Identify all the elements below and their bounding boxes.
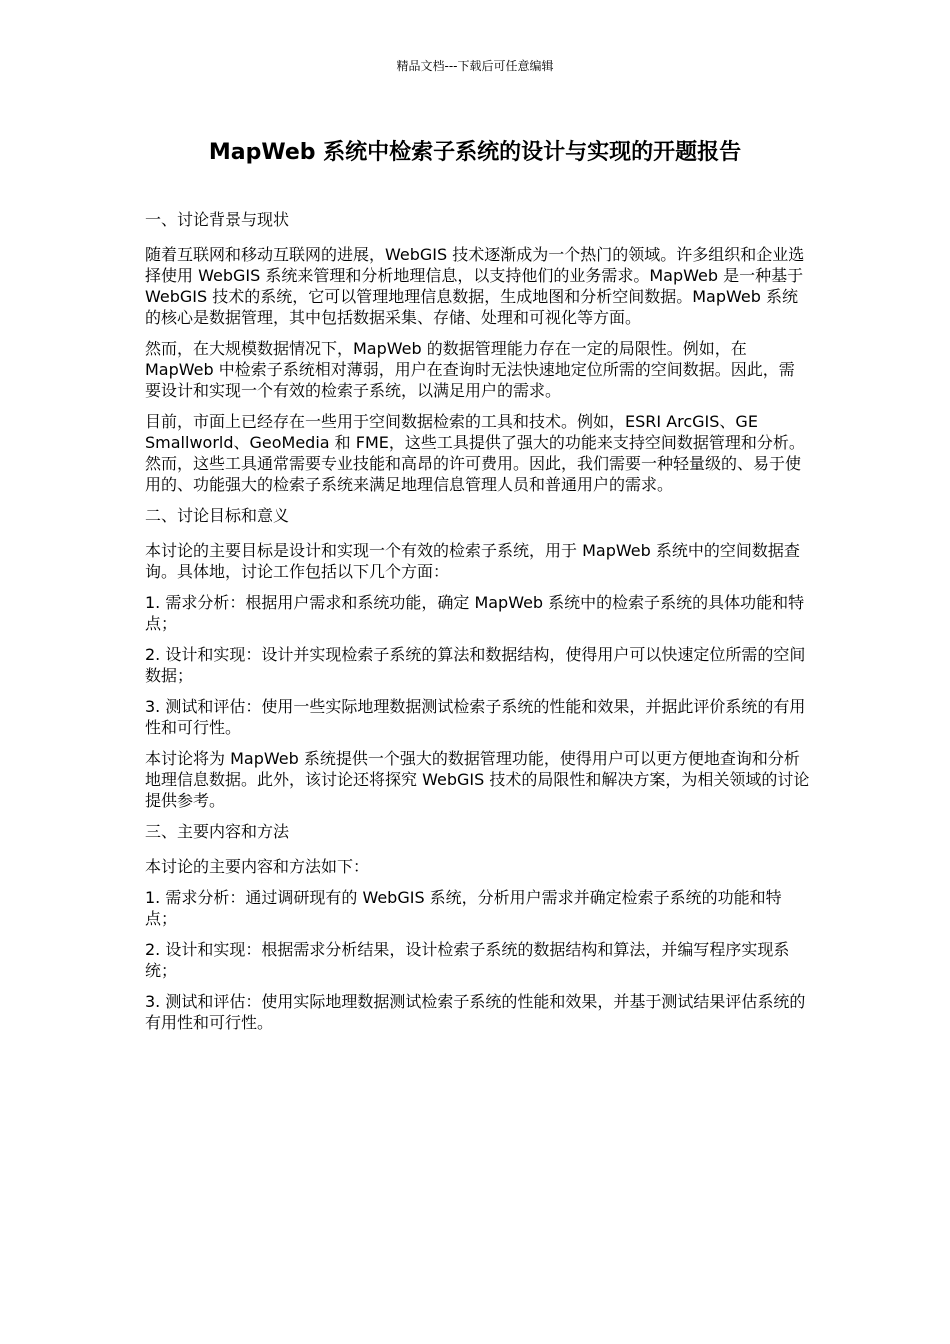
list-item: 1. 需求分析：通过调研现有的 WebGIS 系统，分析用户需求并确定检索子系统的功能和特点； bbox=[145, 888, 782, 928]
paragraph: 本讨论将为 MapWeb 系统提供一个强大的数据管理功能，使得用户可以更方便地查询和分析地理信息数据。此外，该讨论还将探究 WebGIS 技术的局限性和解决方案，为相关领域的讨论提供参考。 bbox=[145, 749, 810, 810]
paragraph: 目前，市面上已经存在一些用于空间数据检索的工具和技术。例如，ESRI ArcGIS、GE Smallworld、GeoMedia 和 FME，这些工具提供了强大的功能来支持空间数据管理和分析。然而，这些工具通常需要专业技能和高昂的许可费用。因此，我们需要一种轻量级的、易于使用的、功能强大的检索子系统来满足地理信息管理人员和普通用户的需求。 bbox=[145, 412, 805, 494]
list-item: 2. 设计和实现：根据需求分析结果，设计检索子系统的数据结构和算法，并编写程序实现系统； bbox=[145, 940, 790, 980]
section-heading-goals: 二、讨论目标和意义 bbox=[145, 506, 290, 525]
list-item: 3. 测试和评估：使用实际地理数据测试检索子系统的性能和效果，并基于测试结果评估系统的有用性和可行性。 bbox=[145, 992, 806, 1032]
paragraph: 随着互联网和移动互联网的进展，WebGIS 技术逐渐成为一个热门的领域。许多组织和企业选择使用 WebGIS 系统来管理和分析地理信息，以支持他们的业务需求。MapWeb 是一种基于 WebGIS 技术的系统，它可以管理地理信息数据，生成地图和分析空间数据。MapWeb 系统的核心是数据管理，其中包括数据采集、存储、处理和可视化等方面。 bbox=[145, 245, 805, 327]
section-heading-background: 一、讨论背景与现状 bbox=[145, 210, 290, 229]
paragraph: 然而，在大规模数据情况下，MapWeb 的数据管理能力存在一定的局限性。例如，在 MapWeb 中检索子系统相对薄弱，用户在查询时无法快速地定位所需的空间数据。因此，需要设计和实现一个有效的检索子系统，以满足用户的需求。 bbox=[145, 339, 795, 400]
paragraph: 本讨论的主要内容和方法如下： bbox=[145, 857, 370, 876]
list-item: 3. 测试和评估：使用一些实际地理数据测试检索子系统的性能和效果，并据此评价系统的有用性和可行性。 bbox=[145, 697, 806, 737]
page-header: 精品文档---下载后可任意编辑 bbox=[396, 59, 554, 73]
document-title: MapWeb 系统中检索子系统的设计与实现的开题报告 bbox=[208, 140, 742, 165]
section-heading-methods: 三、主要内容和方法 bbox=[145, 822, 290, 841]
list-item: 2. 设计和实现：设计并实现检索子系统的算法和数据结构，使得用户可以快速定位所需的空间数据； bbox=[145, 645, 806, 685]
paragraph: 本讨论的主要目标是设计和实现一个有效的检索子系统，用于 MapWeb 系统中的空间数据查询。具体地，讨论工作包括以下几个方面： bbox=[145, 541, 800, 581]
list-item: 1. 需求分析：根据用户需求和系统功能，确定 MapWeb 系统中的检索子系统的具体功能和特点； bbox=[145, 593, 805, 633]
document-body bbox=[145, 209, 810, 1043]
